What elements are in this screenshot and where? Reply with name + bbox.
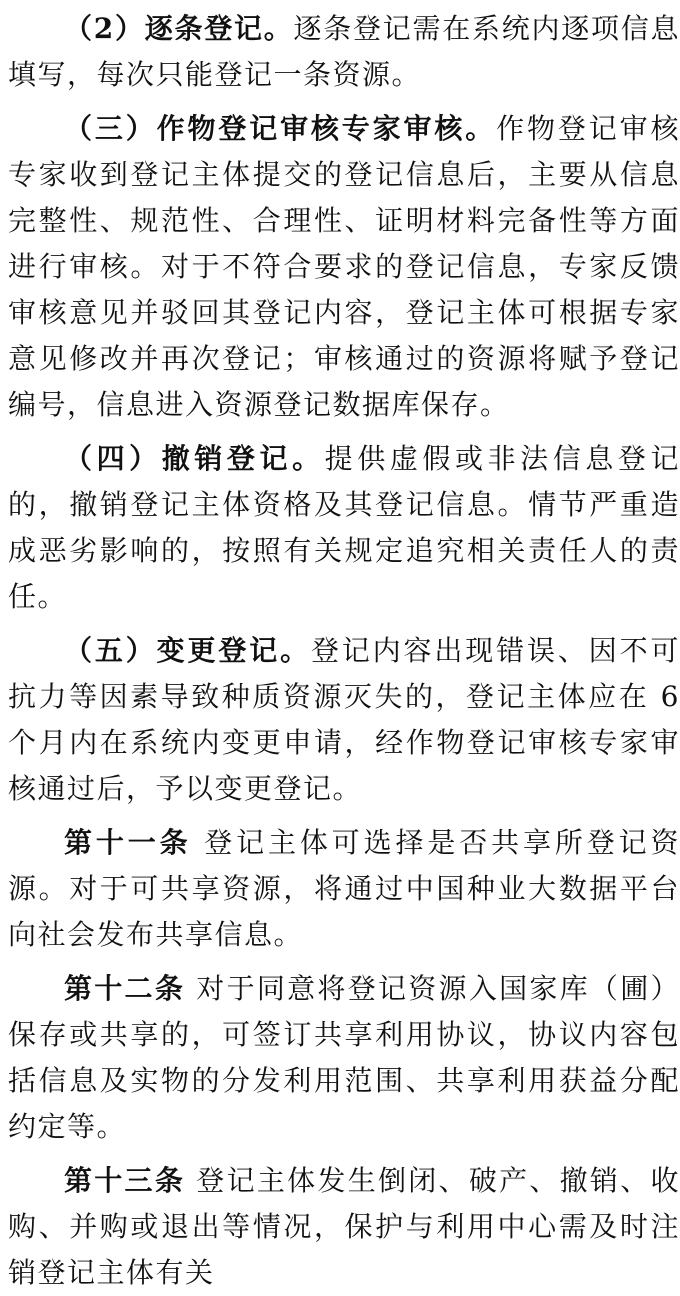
paragraph-item-registration <box>8 0 680 98</box>
article-body: 登记主体可选择是否共享所登记资源。对于可共享资源，将通过中国种业大数据平台向社会发布共享信息。 <box>8 826 680 951</box>
paragraph-heading: （2）逐条登记。 <box>64 12 294 45</box>
paragraph-body: 作物登记审核专家收到登记主体提交的登记信息后，主要从信息完整性、规范性、合理性、证明材料完备性等方面进行审核。对于不符合要求的登记信息，专家反馈审核意见并驳回其登记内容，登记主体可根据专家意见修改并再次登记；审核通过的资源将赋予登记编号，信息进入资源登记数据库保存。 <box>8 112 680 421</box>
article-heading: 第十三条 <box>64 1164 186 1197</box>
article-11 <box>8 820 680 958</box>
paragraph-body: 登记内容出现错误、因不可抗力等因素导致种质资源灭失的，登记主体应在 6 个月内在系统内变更申请，经作物登记审核专家审核通过后，予以变更登记。 <box>8 634 680 805</box>
paragraph-heading: （三）作物登记审核专家审核。 <box>64 112 497 145</box>
article-body: 对于同意将登记资源入国家库（圃）保存或共享的，可签订共享利用协议，协议内容包括信息及实物的分发利用范围、共享利用获益分配约定等。 <box>8 972 680 1143</box>
article-13 <box>8 1158 680 1296</box>
paragraph-revoke-registration <box>8 436 680 620</box>
article-12 <box>8 966 680 1150</box>
article-heading: 第十二条 <box>64 972 186 1005</box>
paragraph-heading: （五）变更登记。 <box>64 634 311 667</box>
document-page <box>8 0 680 1296</box>
article-heading: 第十一条 <box>64 826 192 859</box>
article-body: 登记主体发生倒闭、破产、撤销、收购、并购或退出等情况，保护与利用中心需及时注销登记主体有关 <box>8 1164 680 1289</box>
paragraph-body: 逐条登记需在系统内逐项信息填写，每次只能登记一条资源。 <box>8 12 680 91</box>
paragraph-heading: （四）撤销登记。 <box>64 442 325 475</box>
paragraph-expert-review <box>8 106 680 428</box>
paragraph-body: 提供虚假或非法信息登记的，撤销登记主体资格及其登记信息。情节严重造成恶劣影响的，按照有关规定追究相关责任人的责任。 <box>8 442 680 613</box>
paragraph-change-registration <box>8 628 680 812</box>
